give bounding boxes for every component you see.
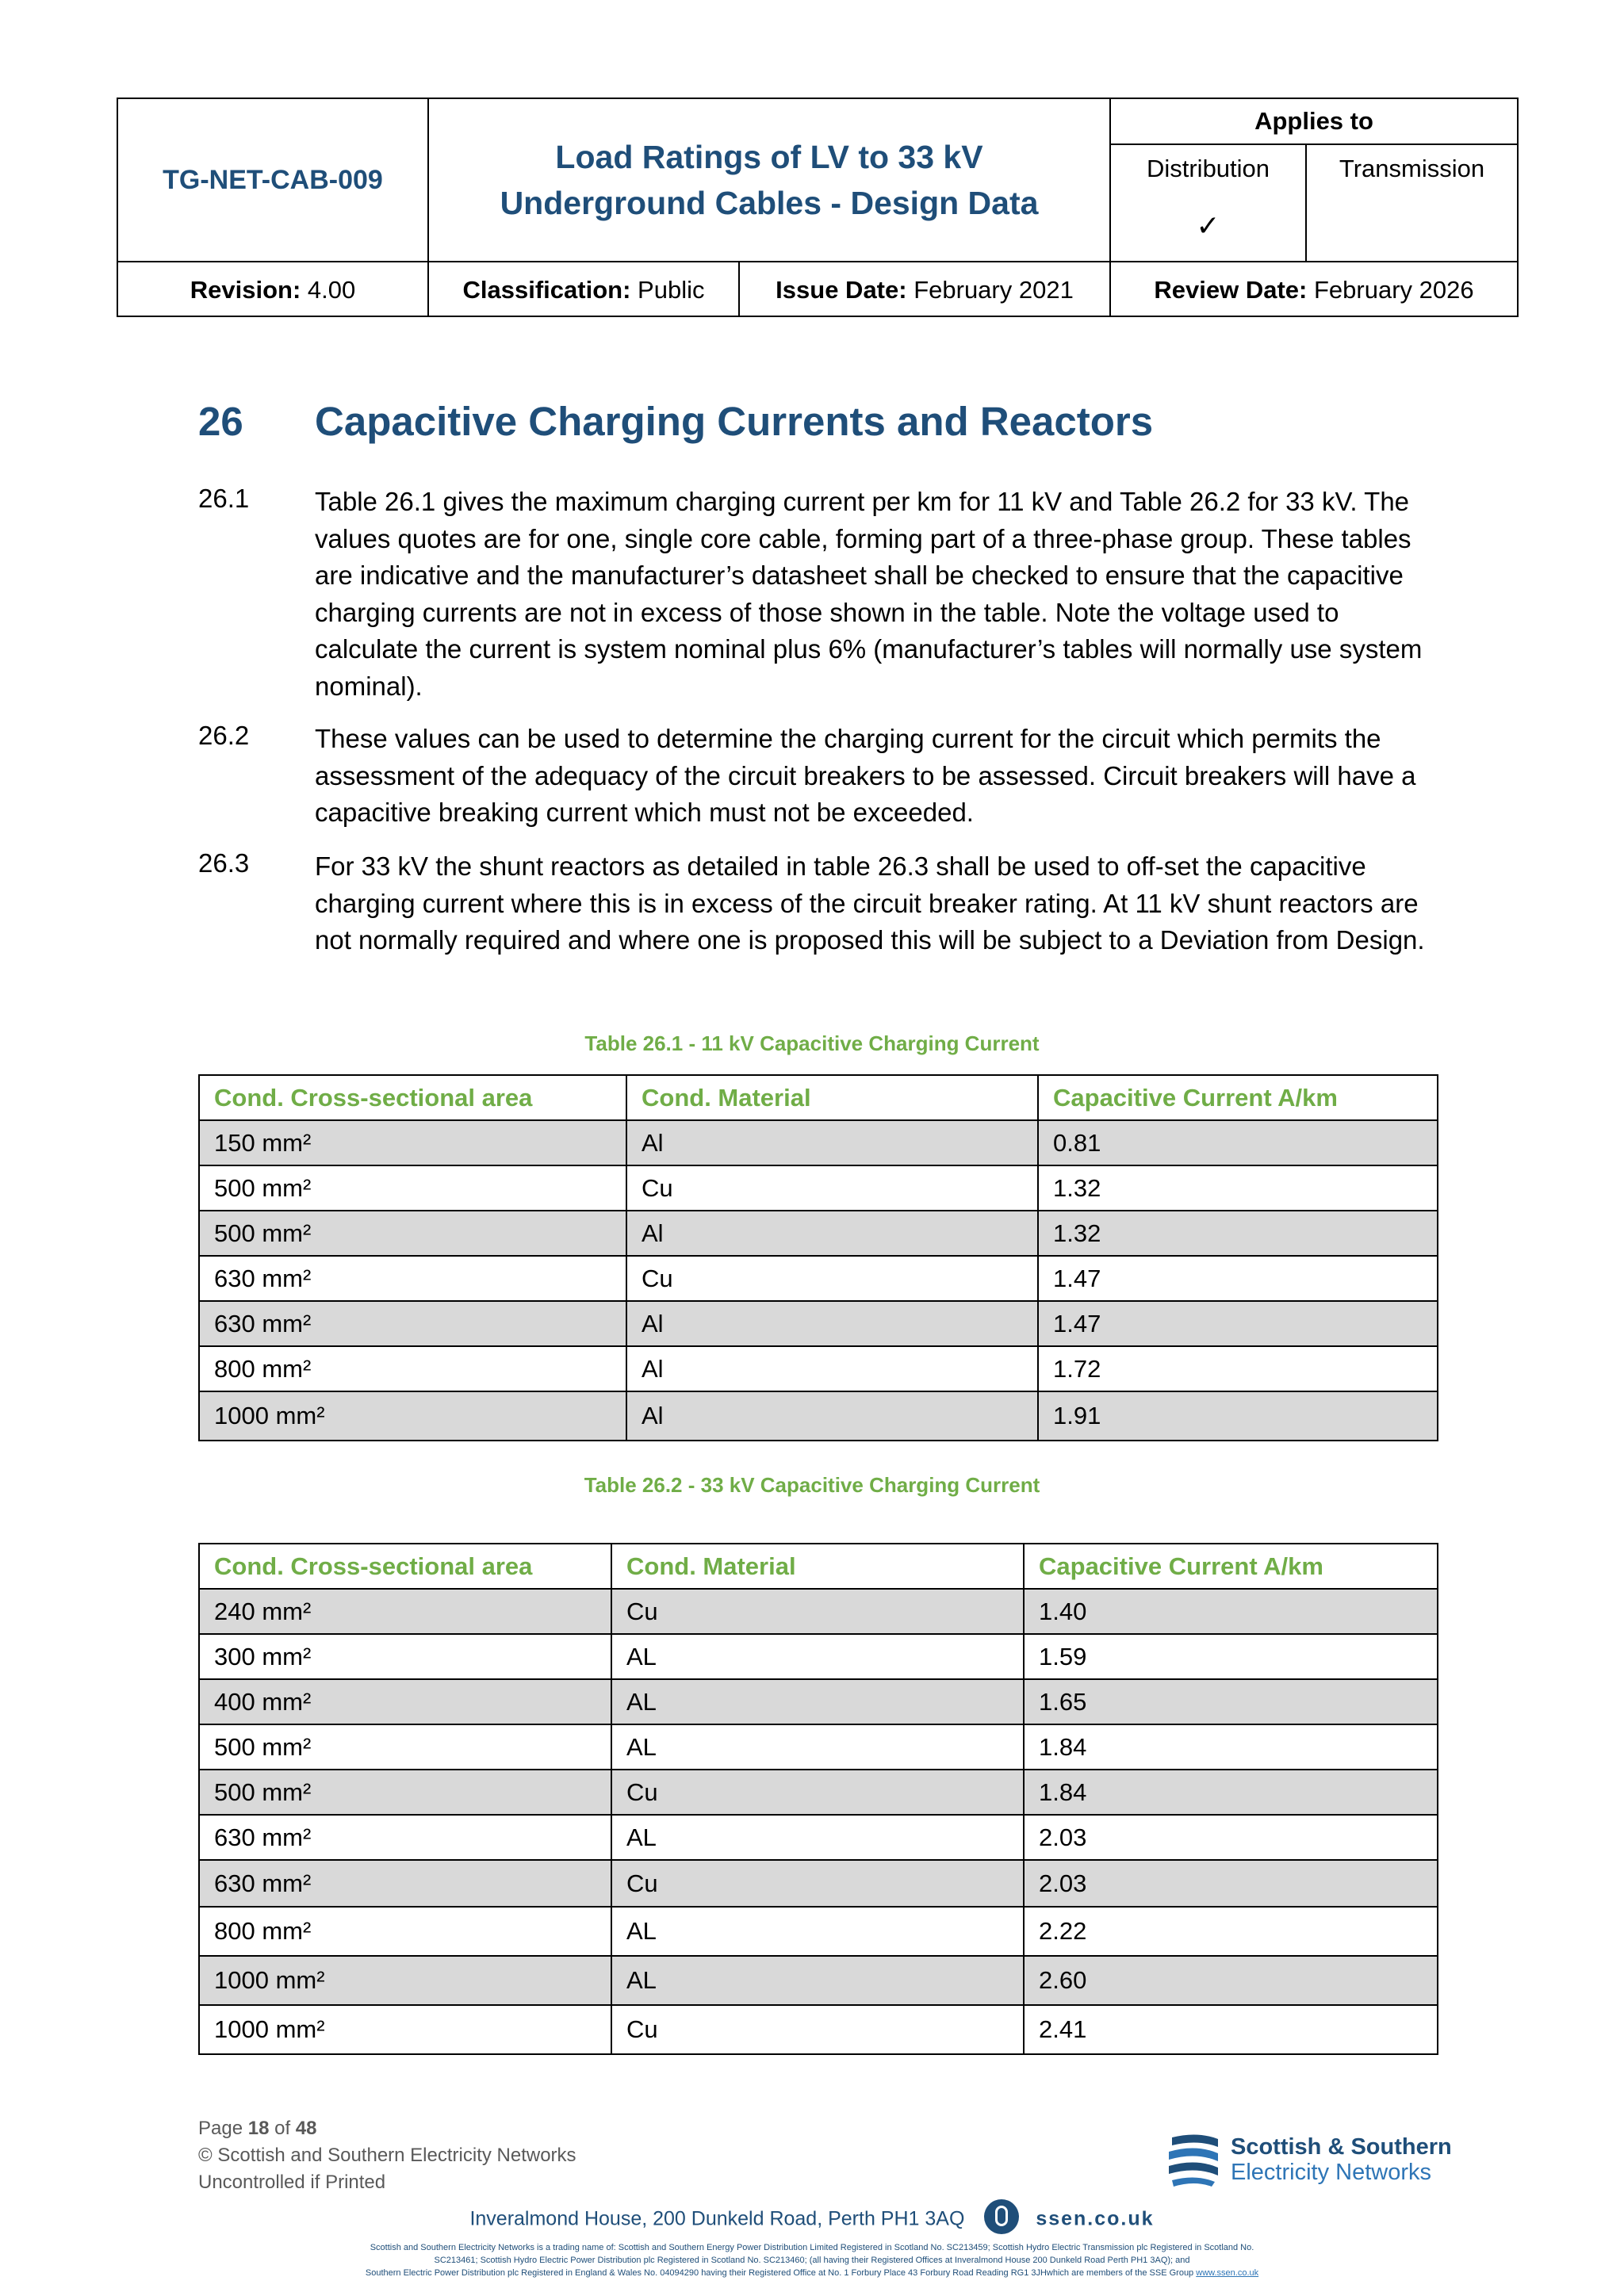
table-cell: Al [626, 1391, 1038, 1441]
table-cell: AL [611, 1907, 1024, 1956]
table-cell: 1.47 [1038, 1256, 1438, 1301]
table-cell: 800 mm² [199, 1907, 611, 1956]
table-cell: 1.72 [1038, 1346, 1438, 1391]
table-row [199, 1256, 1438, 1301]
table-caption: Table 26.1 - 11 kV Capacitive Charging Current [584, 1031, 1040, 1055]
issue-date-label: Issue Date: [776, 275, 907, 304]
table-header-row [199, 1075, 1438, 1120]
title-line-1: Load Ratings of LV to 33 kV [555, 139, 983, 175]
table-row [199, 1770, 1438, 1815]
table-cell: 500 mm² [199, 1770, 611, 1815]
logo-text-line-2: Electricity Networks [1231, 2160, 1431, 2185]
review-date-label: Review Date: [1154, 275, 1308, 304]
doc-reference: TG-NET-CAB-009 [163, 164, 383, 195]
classification-value: Public [638, 275, 705, 304]
table-cell: Cu [626, 1165, 1038, 1211]
logo-text-line-1: Scottish & Southern [1231, 2134, 1452, 2160]
table-row [199, 1679, 1438, 1724]
table-cell: 2.60 [1024, 1956, 1438, 2005]
table-cell: Al [626, 1346, 1038, 1391]
ssen-logo-icon [1166, 2131, 1221, 2187]
checkmark-icon: ✓ [1196, 209, 1220, 243]
paragraph-text: Table 26.1 gives the maximum charging current per km for 11 kV and Table 26.2 for 33 kV. The values quotes are for one, single core cable, forming part of a three-phase group. These tables are indicative and the manufacturer’s datasheet shall be checked to ensure that the capacitive charging currents are not in excess of those shown in the table. Note the voltage used to calculate the current is system nominal plus 6% (manufacturer’s tables will normally use system nominal). [315, 487, 1423, 701]
table-cell: AL [611, 1724, 1024, 1770]
document-header [117, 98, 1519, 317]
issue-date-cell [740, 262, 1109, 317]
table-cell: Cu [611, 1860, 1024, 1907]
table-cell: 1.84 [1024, 1770, 1438, 1815]
column-header: Cond. Material [611, 1544, 1024, 1589]
revision-cell [118, 262, 427, 317]
column-header: Capacitive Current A/km [1024, 1544, 1438, 1589]
table-cell: 2.41 [1024, 2005, 1438, 2054]
legal-line: SC213461; Scottish Hydro Electric Power Distribution plc Registered in Scotland No. SC213460; (all having their Registered Offices at Inveralmond House 200 Dunkeld Road Perth PH1 3AQ); and [434, 2256, 1190, 2265]
address-text: Inveralmond House, 200 Dunkeld Road, Perth PH1 3AQ [469, 2207, 965, 2230]
table-cell: AL [611, 1815, 1024, 1860]
revision-value: 4.00 [307, 275, 356, 304]
review-date-cell [1111, 262, 1517, 317]
table-cell: Cu [611, 1589, 1024, 1634]
legal-line: Scottish and Southern Electricity Networks is a trading name of: Scottish and Southern Energy Power Distribution Limited Registered in Scotland No. SC213459; Scottish Hydro Electric Transmission plc Registered in Scotland No. [370, 2243, 1254, 2252]
table-row [199, 1860, 1438, 1907]
table-row [199, 1724, 1438, 1770]
table-cell: 2.03 [1024, 1860, 1438, 1907]
table-cell: 800 mm² [199, 1346, 626, 1391]
table-cell: 1.32 [1038, 1211, 1438, 1256]
table-cell: 1.91 [1038, 1391, 1438, 1441]
table-cell: 150 mm² [199, 1120, 626, 1165]
section-number: 26 [198, 399, 243, 444]
applies-to-label: Applies to [1254, 107, 1373, 135]
table-row [199, 1346, 1438, 1391]
table-cell: 300 mm² [199, 1634, 611, 1679]
column-header: Capacitive Current A/km [1038, 1075, 1438, 1120]
column-header: Cond. Cross-sectional area [199, 1544, 611, 1589]
paragraph-number: 26.3 [198, 848, 250, 878]
legal-link[interactable]: www.ssen.co.uk [1196, 2268, 1259, 2278]
table-cell: 2.22 [1024, 1907, 1438, 1956]
table-row [199, 1165, 1438, 1211]
table-cell: Al [626, 1211, 1038, 1256]
table-cell: AL [611, 1679, 1024, 1724]
table-row [199, 1634, 1438, 1679]
table-cell: 630 mm² [199, 1860, 611, 1907]
table-cell: 1.32 [1038, 1165, 1438, 1211]
issue-date-value: February 2021 [914, 275, 1074, 304]
page-number [198, 2118, 317, 2140]
page-of: of [274, 2118, 291, 2139]
table-cell: AL [611, 1634, 1024, 1679]
table-row [199, 1391, 1438, 1441]
table-row [199, 1211, 1438, 1256]
table-cell: 0.81 [1038, 1120, 1438, 1165]
table-cell: Cu [611, 2005, 1024, 2054]
section-title: Capacitive Charging Currents and Reactors [315, 399, 1154, 444]
paragraph-text: These values can be used to determine the charging current for the circuit which permits the assessment of the adequacy of the circuit breakers to be assessed. Circuit breakers will have a capacitive breaking current which must not be exceeded. [315, 724, 1416, 827]
table-cell: 1000 mm² [199, 1391, 626, 1441]
table-cell: Cu [626, 1256, 1038, 1301]
table-cell: AL [611, 1956, 1024, 2005]
table-33kv-charging-current [198, 1543, 1438, 2055]
document-title [429, 99, 1109, 261]
page-prefix: Page [198, 2118, 243, 2139]
column-header: Cond. Cross-sectional area [199, 1075, 626, 1120]
table-cell: 1000 mm² [199, 1956, 611, 2005]
table-cell: 400 mm² [199, 1679, 611, 1724]
table-row [199, 2005, 1438, 2054]
table-cell: Cu [611, 1770, 1024, 1815]
review-date-value: February 2026 [1313, 275, 1474, 304]
classification-cell [429, 262, 738, 317]
legal-text: Southern Electric Power Distribution plc Registered in England & Wales No. 04094290 having their Registered Office at No. 1 Forbury Place 43 Forbury Road Reading RG1 3JHwhich are members of the SSE Group [365, 2268, 1194, 2278]
table-cell: 1.40 [1024, 1589, 1438, 1634]
table-cell: 1000 mm² [199, 2005, 611, 2054]
paragraph-number: 26.1 [198, 484, 250, 513]
table-caption: Table 26.2 - 33 kV Capacitive Charging Current [584, 1473, 1040, 1497]
table-cell: 500 mm² [199, 1211, 626, 1256]
table-row [199, 1815, 1438, 1860]
address-line [0, 2202, 1624, 2234]
table-header-row [199, 1544, 1438, 1589]
table-cell: 1.59 [1024, 1634, 1438, 1679]
table-cell: Al [626, 1120, 1038, 1165]
uncontrolled-text: Uncontrolled if Printed [198, 2172, 386, 2193]
copyright-text: © Scottish and Southern Electricity Networks [198, 2145, 576, 2166]
distribution-label: Distribution [1146, 155, 1270, 182]
table-cell: 630 mm² [199, 1301, 626, 1346]
table-row [199, 1301, 1438, 1346]
legal-line-3 [0, 2267, 1624, 2279]
table-cell: Al [626, 1301, 1038, 1346]
table-row [199, 1120, 1438, 1165]
table-11kv-charging-current [198, 1074, 1438, 1441]
table-row [199, 1589, 1438, 1634]
table-cell: 1.65 [1024, 1679, 1438, 1724]
table-cell: 2.03 [1024, 1815, 1438, 1860]
classification-label: Classification: [462, 275, 631, 304]
table-cell: 1.47 [1038, 1301, 1438, 1346]
table-cell: 500 mm² [199, 1165, 626, 1211]
table-cell: 630 mm² [199, 1815, 611, 1860]
table-cell: 1.84 [1024, 1724, 1438, 1770]
table-cell: 500 mm² [199, 1724, 611, 1770]
table-row [199, 1907, 1438, 1956]
revision-label: Revision: [190, 275, 301, 304]
paragraph-number: 26.2 [198, 721, 250, 750]
mouse-icon [984, 2199, 1019, 2234]
table-cell: 240 mm² [199, 1589, 611, 1634]
table-cell: 630 mm² [199, 1256, 626, 1301]
paragraph-text: For 33 kV the shunt reactors as detailed in table 26.3 shall be used to off-set the capacitive charging current where this is in excess of the circuit breaker rating. At 11 kV shunt reactors are not normally required and where one is proposed this will be subject to a Deviation from Design. [315, 851, 1425, 955]
website-link[interactable]: ssen.co.uk [1036, 2207, 1155, 2230]
transmission-label: Transmission [1339, 155, 1485, 182]
table-row [199, 1956, 1438, 2005]
title-line-2: Underground Cables - Design Data [500, 185, 1039, 221]
column-header: Cond. Material [626, 1075, 1038, 1120]
page-total: 48 [295, 2118, 317, 2139]
page-current: 18 [247, 2118, 270, 2139]
